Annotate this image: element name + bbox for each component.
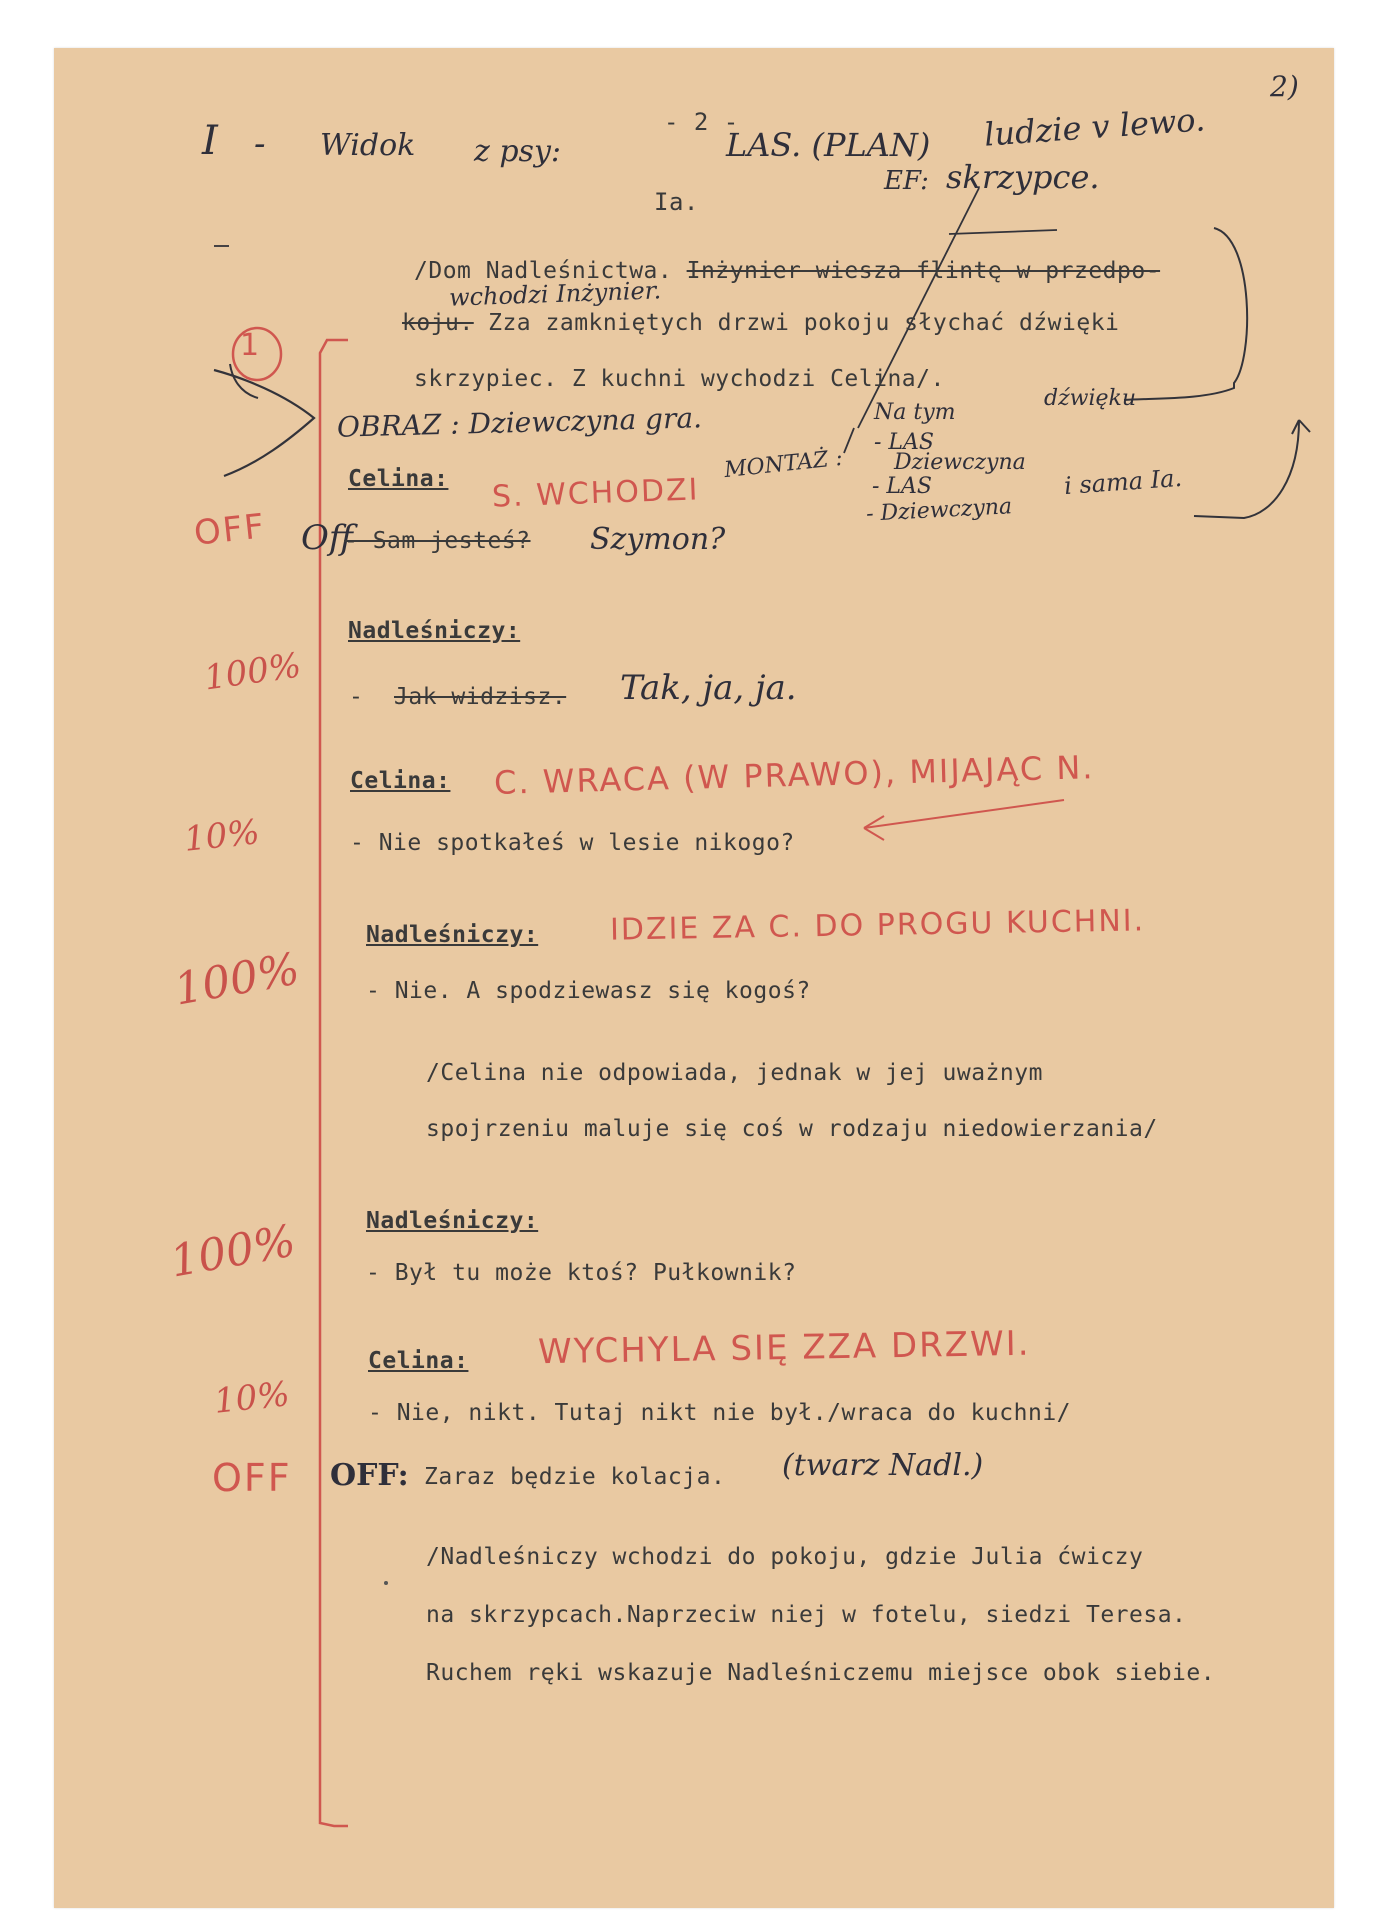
stage1-line1-pre: /Dom Nadleśnictwa. (414, 258, 673, 284)
dialogue-6-line2-hand: (twarz Nadl.) (782, 1448, 984, 1483)
stage1-insert: wchodzi Inżynier. (448, 276, 662, 312)
dialogue-1-line-hand: Szymon? (590, 522, 726, 557)
red-note-1: S. WCHODZI (491, 472, 700, 515)
stage1-line2-struck: koju. (402, 310, 474, 336)
stage1-line1-struck: Inżynier wiesza flintę w przedpo- (686, 258, 1161, 284)
left-mark-10-1: 10% (182, 812, 262, 860)
header-dash: - (254, 124, 266, 164)
ef-label: EF: (884, 166, 929, 196)
speaker-nadlesniczy-1: Nadleśniczy: (348, 618, 521, 644)
circled-number: 1 (240, 328, 262, 363)
header-las-plan: LAS. (PLAN) (726, 126, 931, 164)
header-z-psy: z psy: (474, 134, 561, 169)
obraz-note: OBRAZ : Dziewczyna gra. (336, 401, 703, 444)
stage3-line3: Ruchem ręki wskazuje Nadleśniczemu miejsce obok siebie. (426, 1660, 1216, 1686)
left-mark-off-1: OFF (192, 506, 268, 554)
dialogue-2-line-struck: Jak widzisz. (394, 684, 567, 710)
na-tym-note: Na tym (874, 400, 956, 425)
left-mark-off-2: OFF (212, 1456, 292, 1500)
stage1-line2-text: Zza zamkniętych drzwi pokoju słychać dźwięki (488, 310, 1120, 336)
red-note-4: WYCHYLA SIĘ ZZA DRZWI. (537, 1323, 1031, 1373)
left-mark-100-2: 100% (170, 943, 304, 1016)
montaz-label: MONTAŻ : (723, 445, 844, 484)
speaker-celina-3: Celina: (368, 1348, 469, 1374)
montaz-item-4: - Dziewczyna (865, 494, 1013, 527)
red-note-2: C. WRACA (W PRAWO), MIJAJĄC N. (493, 748, 1095, 802)
dialogue-3-line: - Nie spotkałeś w lesie nikogo? (350, 830, 795, 856)
dialogue-2-line-hand: Tak, ja, ja. (620, 668, 797, 708)
off-hand-2: OFF: (330, 1458, 409, 1493)
dialogue-1-line-struck: - Sam jesteś? (344, 528, 531, 554)
left-mark-100-1: 100% (201, 645, 304, 699)
stage2-line1: /Celina nie odpowiada, jednak w jej uważnym (426, 1060, 1043, 1086)
dzwiek-note: dźwięku (1044, 386, 1137, 411)
corner-number: 2) (1270, 70, 1299, 103)
left-mark-100-3: 100% (166, 1215, 300, 1288)
speaker-celina-2: Celina: (350, 768, 451, 794)
scene-number: I (202, 118, 218, 164)
page-number: - 2 - (664, 108, 739, 136)
dialogue-5-line: - Był tu może ktoś? Pułkownik? (366, 1260, 797, 1286)
stage3-line2: na skrzypcach.Naprzeciw niej w fotelu, siedzi Teresa. (426, 1602, 1187, 1628)
left-mark-10-2: 10% (212, 1374, 292, 1422)
header-ludzie: ludzie v lewo. (982, 100, 1207, 154)
stage1-line2 (402, 310, 1119, 336)
montaz-item-1: - LAS (874, 430, 934, 455)
montaz-item-3: - LAS (872, 474, 932, 499)
scene-label: Ia. (654, 188, 699, 216)
manuscript-page (54, 48, 1334, 1908)
dialogue-2-dash: - (349, 684, 364, 710)
header-widok: Widok (320, 128, 416, 163)
stage1-line3: skrzypiec. Z kuchni wychodzi Celina/. (414, 366, 945, 392)
speaker-celina-1: Celina: (348, 466, 449, 492)
speaker-nadlesniczy-3: Nadleśniczy: (366, 1208, 539, 1234)
dialogue-6-line2: Zaraz będzie kolacja. (424, 1464, 726, 1490)
off-hand-1: Off (301, 518, 353, 558)
stage2-line2: spojrzeniu maluje się coś w rodzaju niedowierzania/ (426, 1116, 1158, 1142)
speaker-nadlesniczy-2: Nadleśniczy: (366, 922, 539, 948)
dialogue-4-line: - Nie. A spodziewasz się kogoś? (366, 978, 811, 1004)
red-note-3: IDZIE ZA C. DO PROGU KUCHNI. (609, 903, 1146, 948)
ef-skrzypce: skrzypce. (946, 158, 1100, 196)
montaz-item-2: Dziewczyna (894, 450, 1026, 475)
stage3-line1: /Nadleśniczy wchodzi do pokoju, gdzie Julia ćwiczy (426, 1544, 1144, 1570)
i-sama-note: i sama Ia. (1063, 463, 1183, 501)
dialogue-6-line: - Nie, nikt. Tutaj nikt nie był./wraca do kuchni/ (368, 1400, 1072, 1426)
